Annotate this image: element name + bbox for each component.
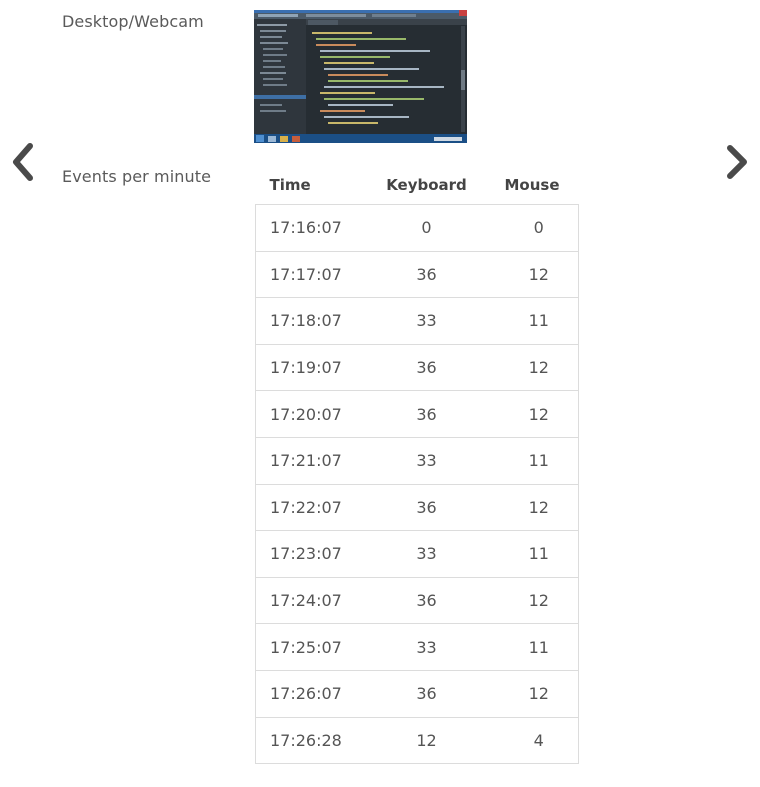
cell-mouse: 12 (528, 404, 549, 424)
column-header-time: Time (269, 176, 311, 194)
cell-keyboard: 36 (416, 358, 437, 378)
cell-time: 17:19:07 (270, 358, 342, 378)
cell-keyboard: 36 (416, 497, 437, 517)
cell-time: 17:26:07 (270, 684, 342, 704)
cell-time: 17:24:07 (270, 591, 342, 611)
desktop-webcam-label: Desktop/Webcam (62, 12, 204, 31)
cell-time: 17:22:07 (270, 497, 342, 517)
cell-mouse: 12 (528, 591, 549, 611)
cell-time: 17:25:07 (270, 637, 342, 657)
table-row (256, 717, 579, 764)
next-button[interactable] (720, 140, 752, 184)
column-header-keyboard: Keyboard (386, 176, 467, 194)
cell-time: 17:20:07 (270, 404, 342, 424)
cell-time: 17:23:07 (270, 544, 342, 564)
events-table (255, 166, 579, 764)
table-row (256, 391, 579, 438)
cell-keyboard: 33 (416, 544, 437, 564)
cell-keyboard: 33 (416, 637, 437, 657)
cell-mouse: 11 (528, 451, 549, 471)
cell-keyboard: 33 (416, 311, 437, 331)
cell-keyboard: 12 (416, 730, 437, 750)
column-header-mouse: Mouse (504, 176, 560, 194)
table-row (256, 298, 579, 345)
cell-mouse: 11 (528, 311, 549, 331)
cell-mouse: 12 (528, 358, 549, 378)
table-row (256, 251, 579, 298)
table-row (256, 624, 579, 671)
cell-time: 17:17:07 (270, 264, 342, 284)
screenshot-image (254, 10, 467, 143)
table-row (256, 344, 579, 391)
cell-time: 17:26:28 (270, 730, 342, 750)
table-row (256, 670, 579, 717)
events-table-body (256, 205, 579, 764)
cell-time: 17:16:07 (270, 218, 342, 238)
desktop-screenshot-thumbnail[interactable] (254, 10, 467, 143)
cell-keyboard: 36 (416, 591, 437, 611)
cell-mouse: 11 (528, 544, 549, 564)
cell-keyboard: 33 (416, 451, 437, 471)
cell-keyboard: 36 (416, 684, 437, 704)
table-row (256, 205, 579, 252)
table-row (256, 577, 579, 624)
chevron-left-icon (6, 140, 38, 184)
cell-time: 17:18:07 (270, 311, 342, 331)
header-row (256, 166, 579, 205)
events-per-minute-label: Events per minute (62, 167, 212, 186)
cell-mouse: 12 (528, 497, 549, 517)
cell-keyboard: 36 (416, 264, 437, 284)
table-row (256, 484, 579, 531)
cell-keyboard: 0 (421, 218, 432, 238)
previous-button[interactable] (6, 140, 38, 184)
events-table-header (256, 166, 579, 205)
table-row (256, 531, 579, 578)
chevron-right-icon (720, 140, 752, 184)
cell-mouse: 12 (528, 684, 549, 704)
table-row (256, 437, 579, 484)
cell-mouse: 12 (528, 264, 549, 284)
cell-mouse: 11 (528, 637, 549, 657)
cell-mouse: 4 (533, 730, 544, 750)
cell-time: 17:21:07 (270, 451, 342, 471)
cell-keyboard: 36 (416, 404, 437, 424)
cell-mouse: 0 (533, 218, 544, 238)
events-table-container (255, 166, 564, 764)
